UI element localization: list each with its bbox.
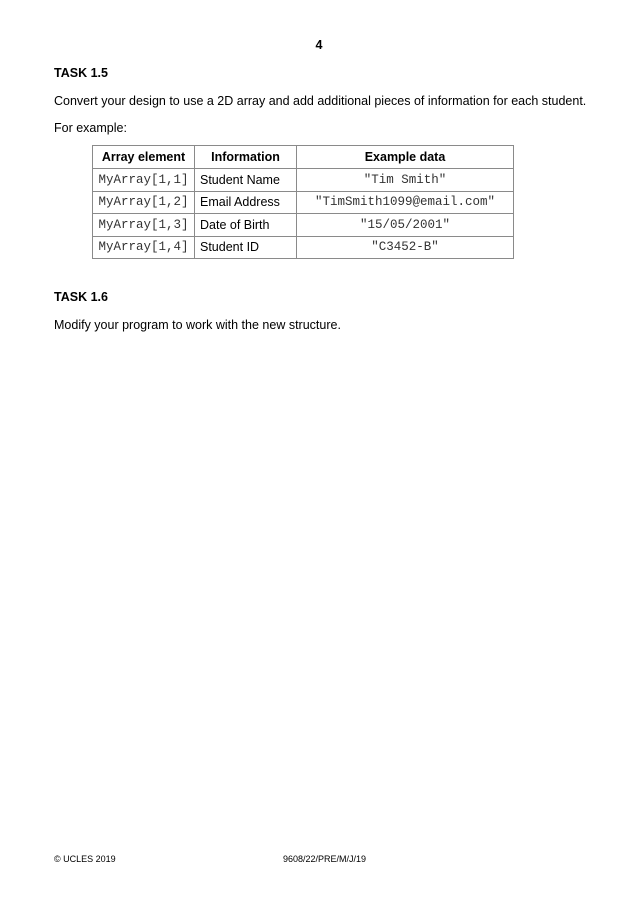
page-number: 4 — [315, 38, 323, 52]
example-data-cell: "TimSmith1099@email.com" — [297, 191, 514, 214]
information-cell: Email Address — [195, 191, 297, 214]
task-1-6-heading: TASK 1.6 — [54, 290, 108, 304]
example-data-cell: "Tim Smith" — [297, 169, 514, 192]
information-cell: Student Name — [195, 169, 297, 192]
footer-copyright: © UCLES 2019 — [54, 854, 116, 864]
task-1-5-heading: TASK 1.5 — [54, 66, 108, 80]
task-1-5-instruction: Convert your design to use a 2D array and add additional pieces of information for each student. — [54, 94, 587, 108]
table-row — [93, 169, 514, 192]
array-element-cell: MyArray[1,3] — [93, 214, 195, 237]
table-row — [93, 214, 514, 237]
example-data-cell: "15/05/2001" — [297, 214, 514, 237]
footer-code: 9608/22/PRE/M/J/19 — [283, 854, 367, 864]
information-cell: Student ID — [195, 236, 297, 259]
header-array-element: Array element — [93, 146, 195, 169]
task-1-6-instruction: Modify your program to work with the new structure. — [54, 318, 341, 332]
header-example-data: Example data — [297, 146, 514, 169]
array-element-cell: MyArray[1,2] — [93, 191, 195, 214]
array-element-cell: MyArray[1,4] — [93, 236, 195, 259]
example-table — [92, 145, 514, 259]
example-data-cell: "C3452-B" — [297, 236, 514, 259]
table-row — [93, 236, 514, 259]
header-information: Information — [195, 146, 297, 169]
for-example-text: For example: — [54, 121, 127, 135]
information-cell: Date of Birth — [195, 214, 297, 237]
table-header-row — [93, 146, 514, 169]
table-row — [93, 191, 514, 214]
array-element-cell: MyArray[1,1] — [93, 169, 195, 192]
